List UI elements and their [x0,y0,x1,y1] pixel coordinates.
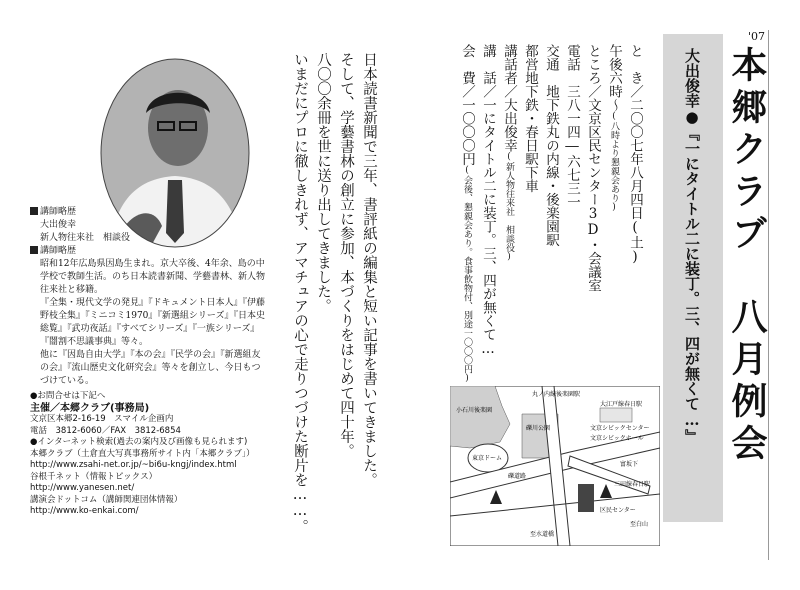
event-date: と き／二〇〇七年八月四日(土) [627,44,643,265]
map-label: 三田線春日駅 [614,481,651,488]
essay-line: 日本読書新聞で三年、書評紙の編集と短い記事を書いてきました。 [361,52,377,487]
map-label: 礫川公園 [526,425,551,432]
year-label: '07 [748,30,766,43]
contact-heading: ●お問合せは下記へ [30,391,106,401]
map-label: 区民センター [600,507,636,514]
profile-heading: 講師略歴 [30,206,265,219]
map-label: 丸ノ内線後楽園駅 [532,391,581,398]
event-talk: 講 話／一にタイトル二に装丁。三、四が無くて… [480,44,496,357]
event-place: ところ／文京区民センター3D・会議室 [585,44,601,292]
profile-role: 新人物往来社 相談役 [40,233,131,243]
profile-activities: 他に『因島自由大学』『本の会』『民学の会』『新選組友の会』『流山歴史文化研究会』等々を創立し、今日もつづけている。 [40,350,261,386]
event-fee: 会 費／一〇〇〇円(会後、懇親会あり。食事飲物付、別途一〇〇〇円) [459,44,475,384]
link-label: 本郷クラブ（土倉直大写真事務所サイト内「本郷クラブ」） [30,448,255,459]
essay-line: そして、学藝書林の創立に参加、本づくりをはじめて四十年。 [338,52,354,458]
map-label: 至白山 [630,521,649,528]
talk-subtitle: 大出俊幸●『一にタイトル二に装丁。三、四が無くて…』 [683,48,701,444]
organizer: 主催／本郷クラブ(事務局) [30,402,150,414]
square-bullet-icon [30,207,38,215]
map-label: 富坂下 [620,461,639,468]
access-map [450,386,660,546]
url-link[interactable]: http://www.zsahi-net.or.jp/~bi6u-kngj/index.html [30,460,237,470]
link-label: 講演会ドットコム（講師関連団体情報） [30,494,183,505]
map-label: 礫道路 [508,473,527,480]
event-speaker: 講話者／大出俊幸(新人物往来社 相談役) [501,44,517,262]
map-label: 小石川後楽園 [456,407,493,414]
map-label: 文京シビックセンター [590,425,650,432]
url-link[interactable]: http://www.ko-enkai.com/ [30,506,139,516]
essay-line: 八〇〇余冊を世に送り出してきました。 [315,52,331,313]
page-title: 本郷クラブ 八月例会 [726,46,768,466]
profile-heading: 講師略歴 [30,245,265,258]
map-label: 至水道橋 [530,531,555,538]
speaker-profile [30,206,265,388]
right-rule [768,30,769,560]
address: 文京区本郷2-16-19 スマイル企画内 [30,414,174,424]
event-access-2: 都営地下鉄・春日駅下車 [522,44,538,193]
profile-bio: 昭和12年広島県因島生まれ。京大卒後、4年余、島の中学校で教師生活。のち日本読書新聞、学藝書林、新人物往来社と移籍。 [40,259,266,295]
map-label: 文京シビックホール [590,435,644,442]
essay-text [288,52,380,534]
net-heading: ●インターネット検索(過去の案内及び画像も見られます) [30,437,248,447]
profile-name: 大出俊幸 [40,220,77,230]
event-phone: 電話 三八一四―六七三一 [564,44,580,209]
map-label: 大江戸線春日駅 [600,401,643,408]
map-label: 東京ドーム [472,455,503,462]
link-label: 谷根千ネット（情報トピックス） [30,471,158,482]
profile-works: 『全集・現代文学の発見』『ドキュメント日本人』『伊藤野枝全集』『ミニコミ1970』『新選組シリーズ』『日本史総覧』『武功夜話』『すべてシリーズ』『一族シリーズ』『闇割不思議事典』等々。 [40,298,266,347]
contact-info [30,391,270,518]
event-details [456,44,645,384]
event-access-1: 交通 地下鉄丸の内線・後楽園駅 [543,44,559,247]
square-bullet-icon [30,246,38,254]
phone-fax: 電話 3812-6060／FAX 3812-6854 [30,425,181,436]
url-link[interactable]: http://www.yanesen.net/ [30,483,135,493]
event-time: 午後六時～(八時より懇親会あり) [606,44,622,213]
essay-line: いまだにプロに徹しきれず、アマチュアの心で走りつづけた断片を……。 [292,52,308,534]
